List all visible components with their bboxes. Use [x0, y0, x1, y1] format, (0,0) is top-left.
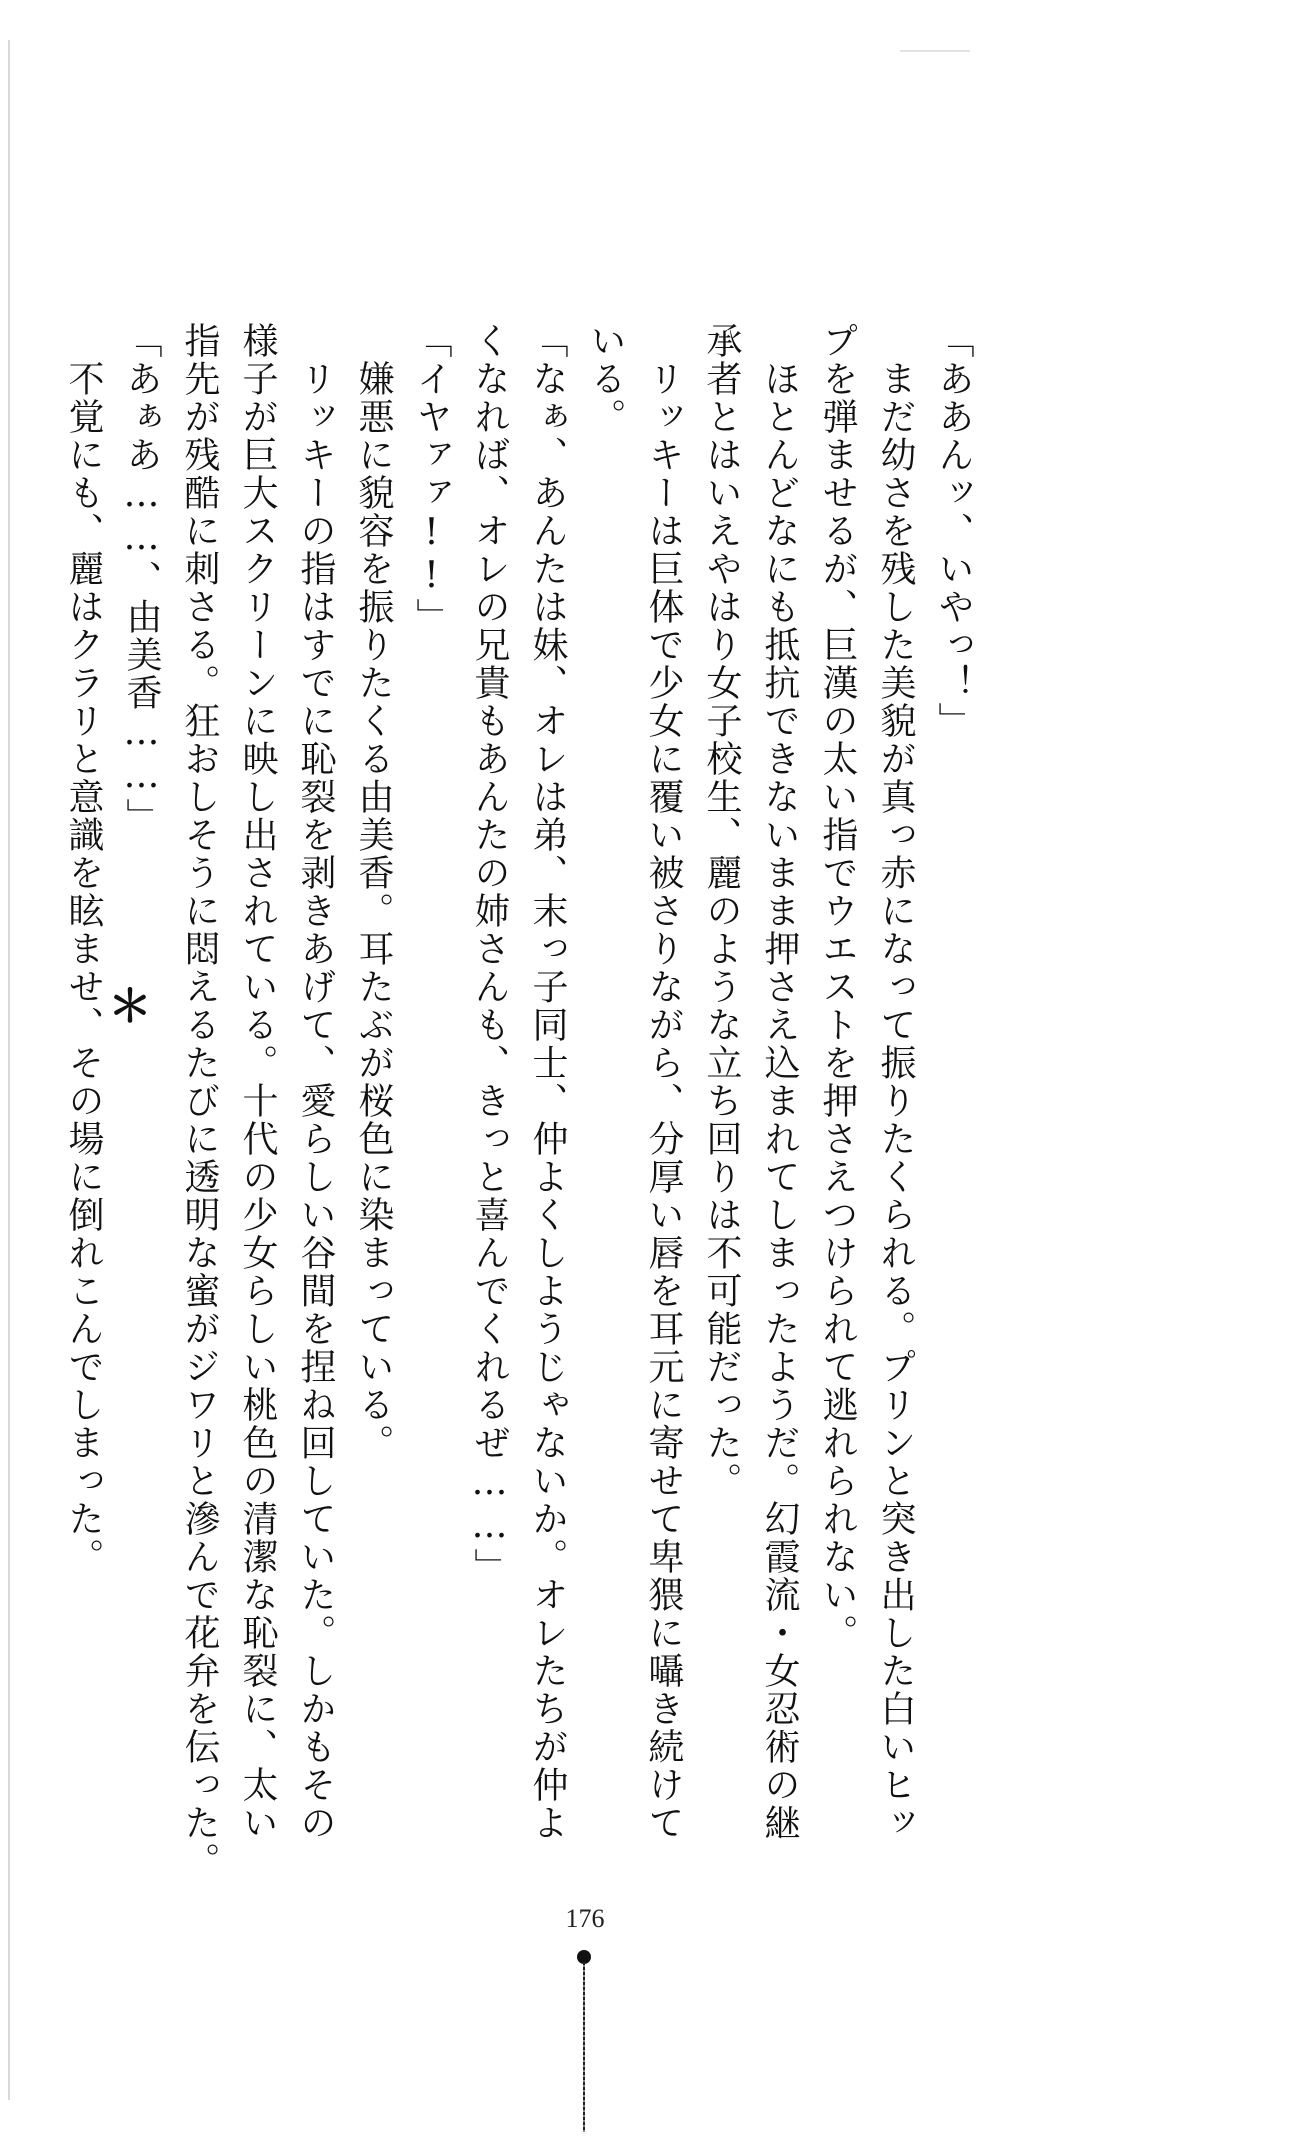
text-line: 「イヤァァ!!」: [411, 322, 452, 636]
text-line: 様子が巨大スクリーンに映し出されている。十代の少女らしい桃色の清潔な恥裂に、太い: [237, 322, 278, 1842]
text-line: ほとんどなにも抵抗できないまま押さえ込まれてしまったようだ。幻霞流・女忍術の継: [759, 322, 800, 1842]
text-line: 「なぁ、あんたは妹、オレは弟、末っ子同士、仲よくしようじゃないか。オレたちが仲よ: [527, 322, 568, 1842]
bookmark-ribbon-icon: [577, 1950, 591, 2130]
text-line: 不覚にも、麗はクラリと意識を眩ませ、その場に倒れこんでしまった。: [63, 322, 104, 1576]
scene-break-asterisk: ＊: [108, 981, 152, 1032]
text-line: いる。: [585, 322, 626, 436]
text-line: 承者とはいえやはり女子校生、麗のような立ち回りは不可能だった。: [701, 322, 742, 1500]
body-text: [54, 322, 982, 1880]
text-line: 指先が残酷に刺さる。狂おしそうに悶えるたびに透明な蜜がジワリと滲んで花弁を伝った。: [179, 322, 220, 1880]
scan-mark: [900, 50, 970, 52]
text-line: まだ幼さを残した美貌が真っ赤になって振りたくられる。プリンと突き出した白いヒッ: [875, 322, 916, 1842]
text-line: 「ああんッ、いやっ！」: [933, 322, 974, 740]
page-edge-shadow: [8, 40, 10, 2100]
text-line: プを弾ませるが、巨漢の太い指でウエストを押さえつけられて逃れられない。: [817, 322, 858, 1652]
text-line: くなれば、オレの兄貴もあんたの姉さんも、きっと喜んでくれるぜ……」: [469, 322, 510, 1586]
text-line: リッキーの指はすでに恥裂を剥きあげて、愛らしい谷間を捏ね回していた。しかもその: [295, 322, 336, 1842]
text-line: 「あぁあ……、由美香……」: [121, 322, 162, 836]
page-number: 176: [565, 1904, 605, 1933]
text-line: リッキーは巨体で少女に覆い被さりながら、分厚い唇を耳元に寄せて卑猥に囁き続けて: [643, 322, 684, 1842]
bookmark-cord: [583, 1962, 585, 2132]
text-line: 嫌悪に貌容を振りたくる由美香。耳たぶが桜色に染まっている。: [353, 322, 394, 1462]
